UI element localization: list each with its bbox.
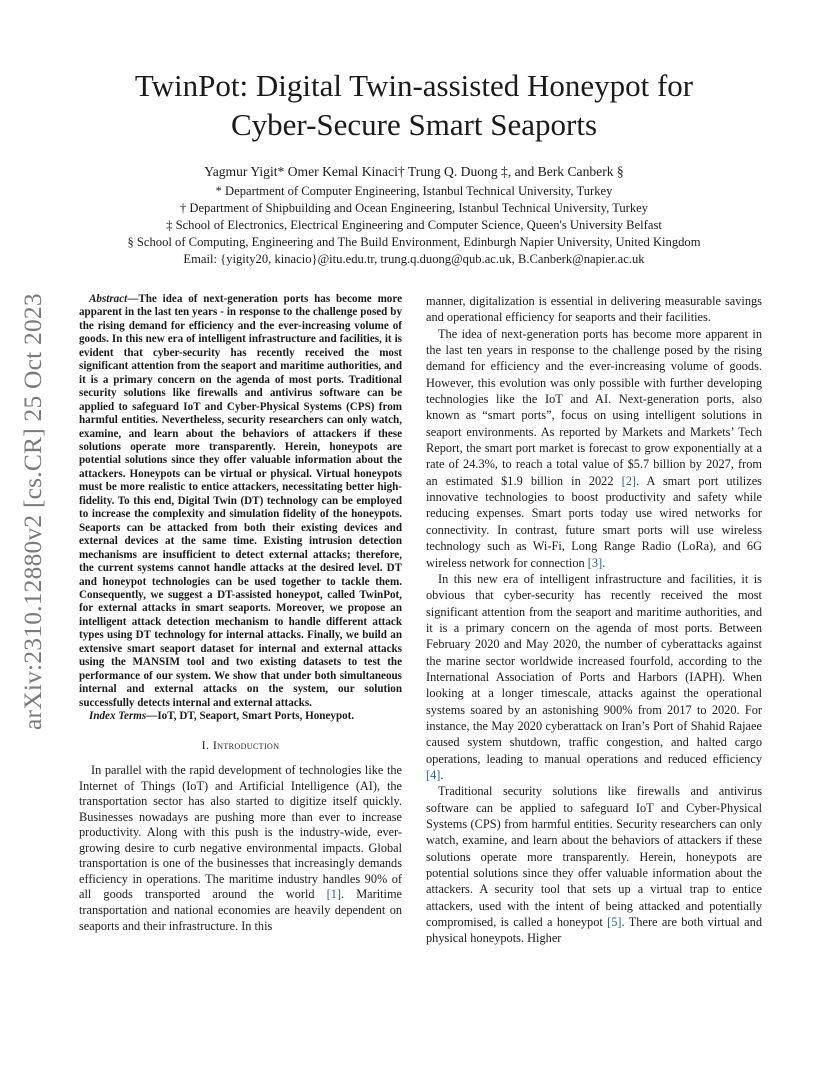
citation-link-5[interactable]: [5] [607, 915, 622, 930]
intro-p1-text-cont: . Maritime transportation and national economies are heavily dependent on seaports and their infrastructure. In this [79, 887, 402, 933]
abstract-label: Abstract [89, 293, 128, 305]
left-column [79, 293, 402, 934]
intro-p1-text: In parallel with the rapid development of technologies like the Internet of Things (IoT) and Artificial Intelligence (AI), the transportation sector has also started to digitize itself quickly. Businesses nowadays are pushing more than ever to increase productivity. Along with this push is the industry-wide, ever-growing desire to curb negative environmental impacts. Global transportation is one of the businesses that increasingly demands efficiency in operations. The maritime industry handles 90% of all goods transported around the world [79, 763, 402, 902]
arxiv-identifier: arXiv:2310.12880v2 [cs.CR] 25 Oct 2023 [18, 293, 47, 730]
section-title: Introduction [212, 737, 280, 752]
author-names: Yagmur Yigit* Omer Kemal Kinaci† Trung Q. Duong ‡, and Berk Canberk § [204, 164, 624, 179]
abstract [79, 293, 402, 710]
right-paragraph-3 [426, 571, 762, 783]
right-paragraph-2 [426, 326, 762, 571]
author-block [0, 163, 828, 268]
right-p2-text: The idea of next-generation ports has become more apparent in the last ten years in response to the challenge posed by the rising demand for efficiency and the ever-increasing volume of goods. However, this evolution was only possible with further developing technologies like the IoT and AI. Next-generation ports, also known as “smart ports”, focus on using intelligent solutions in seaport environments. As reported by Markets and Markets’ Tech Report, the smart port market is forecast to grow exponentially at a rate of 24.3%, to reach a total value of $5.7 billion by 2027, from an estimated $1.9 billion in 2022 [426, 326, 762, 488]
intro-paragraph-1 [79, 763, 402, 934]
right-paragraph-4 [426, 783, 762, 946]
right-p4-text-end: . There are both virtual and physical honeypots. Higher [426, 915, 762, 946]
abstract-text: —The idea of next-generation ports has become more apparent in the last ten years - in response to the challenge posed by the rising demand for efficiency and the ever-increasing volume of goods. In this new era of intelligent infrastructure and facilities, it is evident that cyber-security has recently received the most significant attention from the seaport and maritime authorities, and it is a primary concern on the agenda of most ports. Traditional security solutions like firewalls and antivirus software can be applied to safeguard IoT and Cyber-Physical Systems (CPS) from harmful entities. Nevertheless, security researchers can only watch, examine, and learn about the behaviors of attackers if these solutions operate more transparently. Herein, honeypots are potential solutions since they offer valuable information about the attackers. Honeypots can be virtual or physical. Virtual honeypots must be more realistic to entice attackers, necessitating better high-fidelity. To this end, Digital Twin (DT) technology can be employed to increase the complexity and simulation fidelity of the honeypots. Seaports can be attacked from both their existing devices and external devices at the same time. Existing intrusion detection mechanisms are insufficient to detect external attacks; therefore, the current systems cannot handle attacks at the desired level. DT and honeypot technologies can be used together to tackle them. Consequently, we suggest a DT-assisted honeypot, called TwinPot, for external attacks in smart seaports. Moreover, we propose an intelligent attack detection mechanism to handle different attack types using DT technology for internal attacks. Finally, we build an extensive smart seaport dataset for internal and external attacks using the MANSIM tool and two existing datasets to test the performance of our system. We show that under both simultaneous internal and external attacks on the system, our solution successfully detects internal and external attacks. [79, 293, 402, 709]
author-emails: Email: {yigity20, kinacio}@itu.edu.tr, trung.q.duong@qub.ac.uk, B.Canberk@napier.ac.uk [183, 252, 645, 266]
citation-link-3[interactable]: [3] [587, 555, 603, 570]
index-terms [79, 710, 402, 723]
index-terms-label: Index Terms [89, 710, 147, 723]
right-column [426, 293, 762, 947]
affiliation-2: † Department of Shipbuilding and Ocean Engineering, Istanbul Technical University, Turkey [179, 201, 649, 215]
section-heading-introduction [79, 738, 402, 754]
index-terms-text: —IoT, DT, Seaport, Smart Ports, Honeypot. [146, 710, 355, 723]
citation-link-1[interactable]: [1] [326, 887, 342, 902]
right-p3-text: In this new era of intelligent infrastructure and facilities, it is obvious that cyber-security has recently received the most significant attention from the seaport and maritime authorities, and it is a primary concern on the agenda of most ports. Between February 2020 and May 2020, the number of cyberattacks against the marine sector worldwide increased fourfold, according to the International Association of Ports and Harbors (IAPH). When looking at a longer timescale, attacks against the operational systems soared by an astonishing 900% from 2017 to 2020. For instance, the May 2020 cyberattack on Iran’s Port of Shahid Rajaee caused system shutdown, traffic congestion, and halted cargo operations, leading to manual operations and reduced efficiency [426, 571, 762, 766]
affiliation-3: ‡ School of Electronics, Electrical Engineering and Computer Science, Queen's University Belfast [166, 218, 662, 232]
right-p2-text-end: . [602, 555, 606, 570]
affiliation-4: § School of Computing, Engineering and The Build Environment, Edinburgh Napier University, United Kingdom [127, 235, 701, 249]
right-paragraph-1: manner, digitalization is essential in delivering measurable savings and operational efficiency for seaports and their facilities. [426, 294, 762, 325]
affiliation-1: * Department of Computer Engineering, Istanbul Technical University, Turkey [215, 184, 613, 198]
section-number: I. [201, 737, 213, 752]
right-p4-text: Traditional security solutions like firewalls and antivirus software can be applied to safeguard IoT and Cyber-Physical Systems (CPS) from harmful entities. Security researchers can only watch, examine, and learn about the behaviors of attackers if these solutions operate more transparently. Herein, honeypots are potential solutions since they offer valuable information about the attackers. A security tool that sets up a virtual trap to entice attackers, used with the intent of being attacked and potentially compromised, is called a honeypot [426, 784, 762, 930]
right-p3-text-end: . [440, 767, 444, 782]
right-p2-text-cont: . A smart port utilizes innovative technologies to boost productivity and safety while reducing expenses. Smart ports today use wired networks for connectivity. In contrast, future smart ports will use wireless technology such as Wi-Fi, Long Range Radio (LoRa), and 6G wireless network for connection [426, 473, 762, 570]
paper-title [0, 66, 828, 144]
title-line-1: TwinPot: Digital Twin-assisted Honeypot for [134, 68, 694, 103]
citation-link-4[interactable]: [4] [426, 767, 441, 782]
citation-link-2[interactable]: [2] [621, 473, 637, 488]
title-line-2: Cyber-Secure Smart Seaports [230, 107, 598, 142]
